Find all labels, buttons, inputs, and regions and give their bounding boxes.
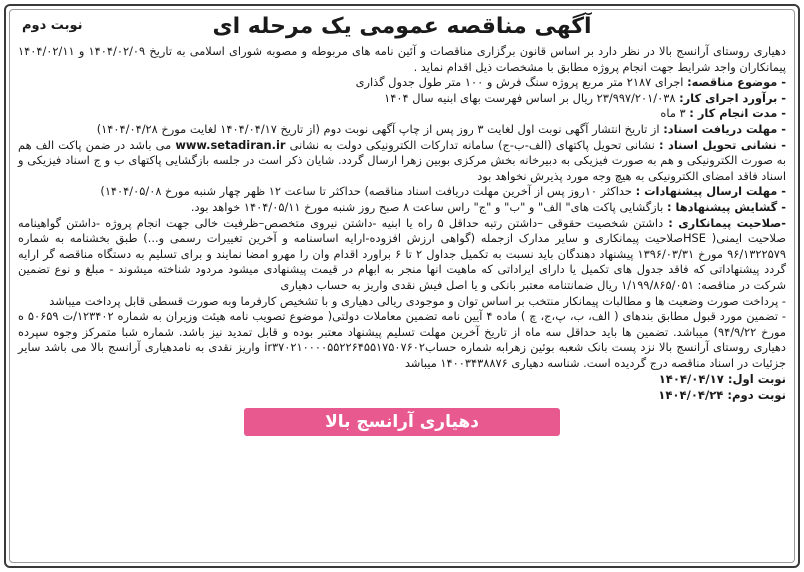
item-document-deadline-text: از تاریخ انتشار آگهی نوبت اول لغایت ۳ روز پس از چاپ آگهی نوبت دوم (از تاریخ ۱۴۰۴/۰۴/۱۷ لغایت مورخ ۱۴۰۴/۰۴/۲۸) (96, 121, 664, 136)
item-submission-deadline-label: - مهلت ارسال پیشنهادات : (635, 184, 786, 199)
item-qualification (18, 216, 786, 294)
item-opening-text: بازگشایی پاکت های" الف" و "ب" و "ج" راس ساعت ۸ صبح روز شنبه مورخ ۱۴۰۴/۰۵/۱۱ خواهد بود. (190, 199, 667, 214)
intro-paragraph: دهیاری روستای آرانسج بالا در نظر دارد بر اساس قانون برگزاری مناقصات و آئین نامه های مربوطه و مصوبه شورای اسلامی به تاریخ ۱۴۰۴/۰۲/۰۹ و ۱۴۰۴/۰۲/۱۱ پیمانکاران واجد شرایط جهت انجام پروژه مطابق با مشخصات ذیل اقدام نماید . (18, 44, 786, 74)
item-subject-text: اجرای ۲۱۸۷ متر مربع پروژه سنگ فرش و ۱۰۰ متر طول جدول گذاری (355, 75, 688, 90)
item-estimate (18, 91, 786, 107)
item-delivery-address-text-before: نشانی تحویل پاکتهای (الف-ب-ج) سامانه تدارکات الکترونیکی دولت به نشانی (285, 137, 659, 152)
item-delivery-address-label: - نشانی تحویل اسناد : (658, 137, 786, 152)
item-estimate-label: - برآورد اجرای کار: (679, 90, 786, 105)
publication-dates (18, 372, 786, 403)
second-publication-date: نوبت دوم: ۱۴۰۴/۰۴/۲۴ (658, 388, 786, 403)
item-submission-deadline-text: حداکثر ۱۰روز پس از آخرین مهلت دریافت اسناد مناقصه) حداکثر تا ساعت ۱۲ ظهر چهار شنبه مورخ ۱۴۰۴/۰۵/۰۸) (100, 184, 636, 199)
notice-body (18, 44, 786, 371)
footer (18, 408, 786, 436)
item-qualification-text: داشتن شخصیت حقوقی –داشتن رتبه حداقل ۵ راه یا ابنیه -داشتن نیروی متخصص–ظرفیت خالی جهت انجام پروژه -داشتن گواهینامه صلاحیت ایمنی( HSEصلاحیت پیمانکاری و سایر مدارک ازجمله (گواهی ارزش افزوده-ارایه اساسنامه و آخرین تغییرات رسمی و...) طبق بخشنامه به شماره ۹۶/۱۳۲۲۵۷۹ مورخ ۱۳۹۶/۰۳/۳۱ پیشنهاد دهندگان باید نسبت به تکمیل جداول ۲ تا ۶ براورد اقدام وان را مهرو امضا نمایند و برای تسلیم به دستگاه مناقصه گر ارایه گردد پیشنهاداتی که فاقد جدول های تکمیل یا دارای ایراداتی که ماهیت انها منجر به ابهام در قیمت پیشنهادی میشود مردود شناخته میشوند - مبلغ و نوع تضمین شرکت در مناقصه: ۱/۱۹۹/۸۶۵/۰۵۱ ریال ضمانتنامه معتبر بانکی و یا اصل فیش نقدی واریز به حساب دهیاری (18, 215, 786, 292)
round-label: نوبت دوم (22, 18, 83, 33)
item-payment (18, 294, 786, 310)
item-estimate-text: ۲۳/۹۹۷/۲۰۱/۰۳۸ ریال بر اساس فهرست بهای ابنیه سال ۱۴۰۴ (384, 90, 680, 105)
first-publication-date: نوبت اول: ۱۴۰۴/۰۴/۱۷ (658, 372, 786, 387)
item-payment-text: - پرداخت صورت وضعیت ها و مطالبات پیمانکار منتخب بر اساس توان و موجودی ریالی دهیاری و با تشخیص کارفرما وبه صورت قسطی قابل پرداخت میباشد (49, 293, 786, 308)
item-subject (18, 75, 786, 91)
item-guarantee-text: - تضمین مورد قبول مطابق بندهای ( الف، ب، پ،ج، چ ) ماده ۴ آیین نامه تضمین معاملات دولتی( موضوع تصویب نامه هیئت وزیران به شماره ۱۲۳۴۰۲/ت ۵۰۶۵۹ ه مورخ ۹۴/۹/۲۲) میباشد. تضمین ها باید حداقل سه ماه از تاریخ آخرین مهلت تسلیم پیشنهاد معتبر بوده و قابل تمدید نیز باشد. شماره شبا متمرکز وجوه سپرده دهیاری روستای آرانسج بالا نزد پست بانک شعبه بوئین زهرابه شماره حسابir۳۷۰۲۱۰۰۰۰۵۵۲۲۶۴۵۵۱۷۵۰۷۶۰۲ واریز نقدی به نامدهیاری آرانسج بالا می باشد سایر جزئیات در اسناد مناقصه درج گردیده است. شناسه دهیاری ۱۴۰۰۳۴۳۸۸۷۶ میباشد (18, 309, 787, 370)
item-duration (18, 106, 786, 122)
item-duration-text: ۳ ماه (660, 106, 690, 121)
item-document-deadline-label: - مهلت دریافت اسناد: (663, 121, 786, 136)
item-delivery-address (18, 138, 786, 185)
item-opening-label: - گشایش پیشنهادها : (666, 199, 786, 214)
item-delivery-address-text-after: می باشد در ضمن پاکت الف هم به صورت الکترونیکی و هم به صورت فیزیکی به دبیرخانه بخش مرکزی بوبین زهرا ارسال گردد. شایان ذکر است در جلسه بازگشایی پاکتهای ب و ج اسناد فیزیکی و اسناد فاقد امضای الکترونیکی به هیچ وجه مورد پذیرش نخواهد بود (18, 137, 786, 183)
item-duration-label: - مدت انجام کار : (689, 106, 786, 121)
header-row (18, 10, 786, 44)
item-qualification-label: -صلاحیت پیمانکاری : (668, 215, 786, 230)
signature-box: دهیاری آرانسج بالا (244, 408, 560, 436)
item-document-deadline (18, 122, 786, 138)
item-guarantee (18, 309, 786, 371)
item-subject-label: - موضوع مناقصه: (687, 75, 786, 90)
notice-title: آگهی مناقصه عمومی یک مرحله ای (212, 14, 592, 39)
notice-frame (4, 4, 800, 568)
setadiran-url: www.setadiran.ir (175, 137, 286, 152)
item-submission-deadline (18, 184, 786, 200)
item-opening (18, 200, 786, 216)
